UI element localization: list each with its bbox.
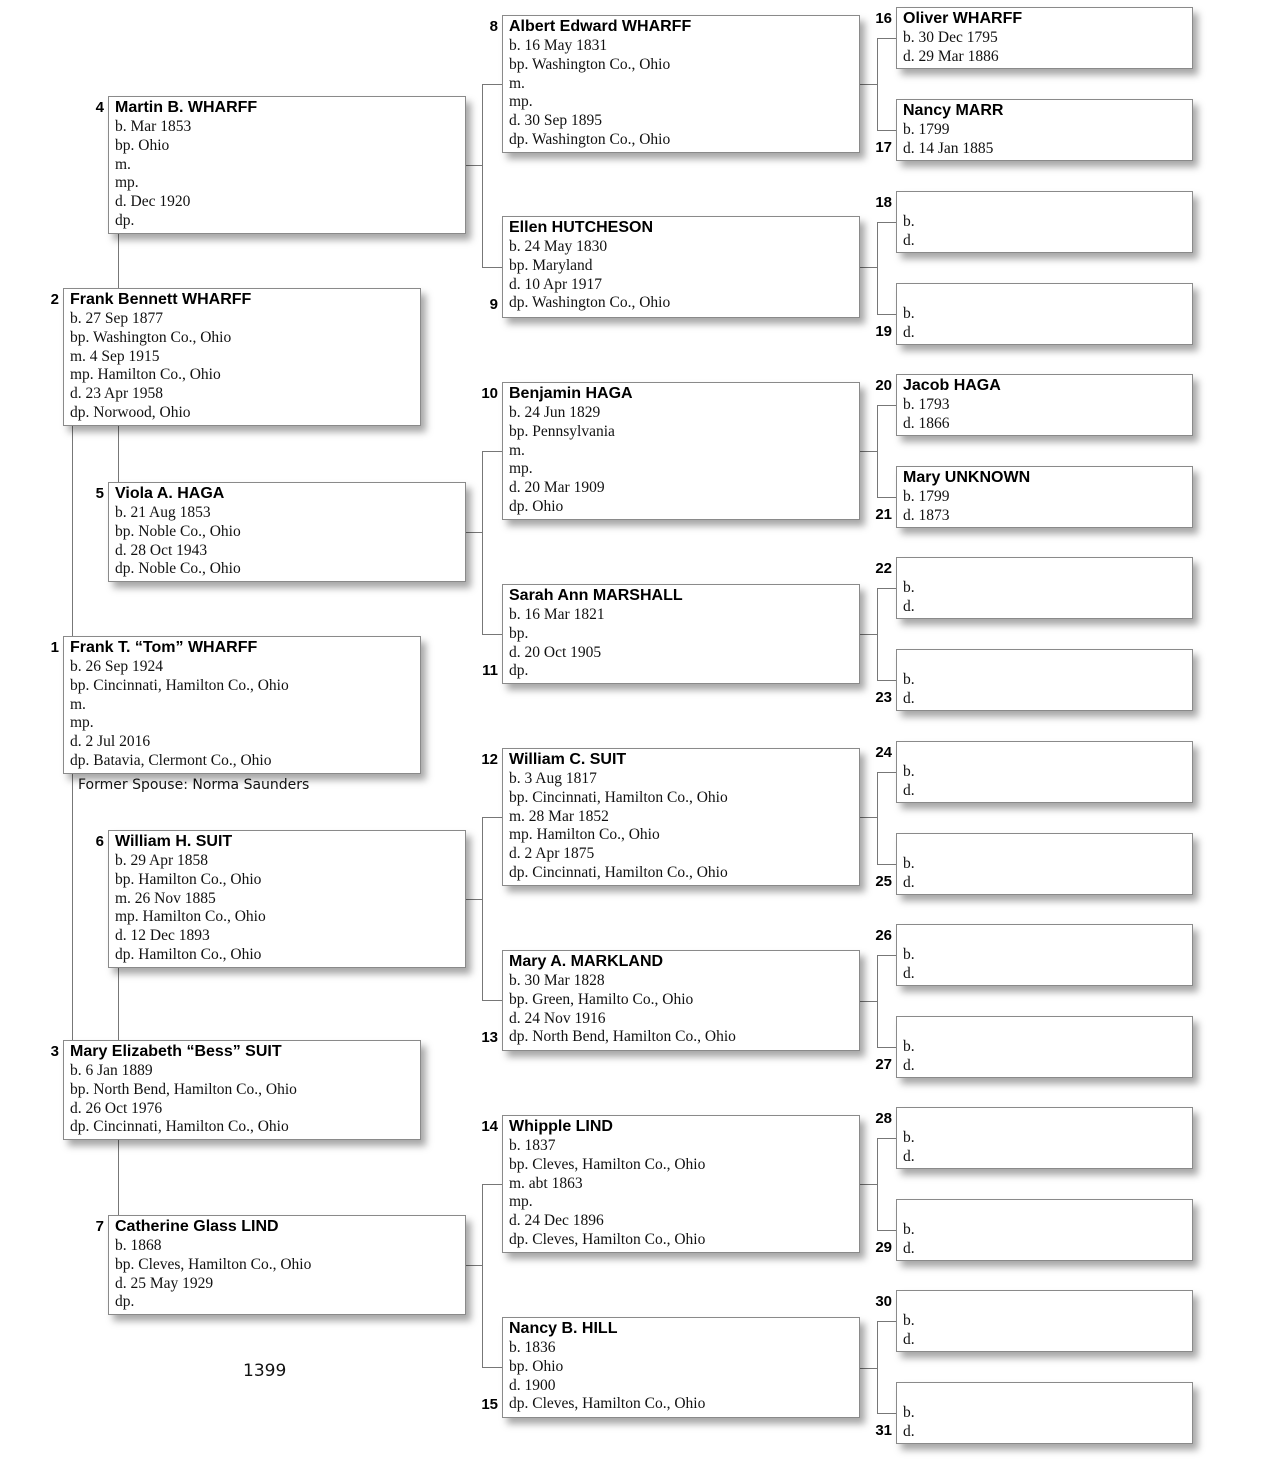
connector-line xyxy=(860,634,877,635)
person-detail: d. xyxy=(903,873,915,891)
person-detail: bp. Pennsylvania xyxy=(509,422,615,440)
connector-line xyxy=(877,38,878,130)
person-name xyxy=(903,1292,1192,1312)
person-detail: dp. Ohio xyxy=(509,497,564,515)
person-detail: d. xyxy=(903,1330,915,1348)
person-detail: dp. Cincinnati, Hamilton Co., Ohio xyxy=(509,863,728,881)
person-detail: b. 21 Aug 1853 xyxy=(115,504,211,521)
person-detail: m. 4 Sep 1915 xyxy=(70,347,160,365)
ancestor-number: 24 xyxy=(875,744,892,761)
person-detail: d. 1873 xyxy=(903,506,950,524)
connector-line xyxy=(482,634,502,635)
connector-line xyxy=(860,84,877,85)
person-detail: d. 26 Oct 1976 xyxy=(70,1099,163,1117)
person-detail: mp. Hamilton Co., Ohio xyxy=(115,908,266,926)
person-detail: mp. xyxy=(509,460,533,478)
person-detail: m. xyxy=(70,695,86,713)
person-detail: d. xyxy=(903,1147,915,1165)
person-name: Frank Bennett WHARFF xyxy=(70,291,252,308)
person-name: Jacob HAGA xyxy=(903,377,1001,394)
person-box[interactable] xyxy=(108,96,466,234)
connector-line xyxy=(877,680,897,681)
ancestor-number: 13 xyxy=(481,1029,498,1046)
person-box[interactable] xyxy=(502,950,860,1051)
person-box[interactable] xyxy=(896,649,1193,711)
person-detail: b. 29 Apr 1858 xyxy=(115,852,208,869)
person-name xyxy=(903,1109,1192,1129)
person-detail: d. 20 Mar 1909 xyxy=(509,479,605,497)
person-detail: b. Mar 1853 xyxy=(115,118,192,135)
ancestor-number: 7 xyxy=(95,1218,104,1235)
person-detail: d. xyxy=(903,689,915,707)
person-name xyxy=(903,193,1192,213)
ancestor-number: 26 xyxy=(875,927,892,944)
page-number: 1399 xyxy=(243,1361,287,1381)
ancestor-number: 22 xyxy=(875,560,892,577)
connector-line xyxy=(877,1138,897,1139)
person-name: Martin B. WHARFF xyxy=(115,99,258,116)
person-detail: b. 30 Mar 1828 xyxy=(509,972,605,989)
connector-line xyxy=(877,588,878,680)
person-detail: d. 24 Nov 1916 xyxy=(509,1009,606,1027)
person-detail: b. 1799 xyxy=(903,121,950,138)
person-detail: b. 27 Sep 1877 xyxy=(70,310,163,327)
person-name: Mary A. MARKLAND xyxy=(509,953,664,970)
person-detail: dp. xyxy=(509,662,529,680)
person-detail: bp. Cincinnati, Hamilton Co., Ohio xyxy=(70,676,289,694)
person-detail: b. 26 Sep 1924 xyxy=(70,658,163,675)
person-detail: b. xyxy=(903,1404,915,1421)
person-box[interactable] xyxy=(63,636,421,774)
connector-line xyxy=(877,38,897,39)
person-detail: b. 16 Mar 1821 xyxy=(509,606,605,623)
person-detail: d. xyxy=(903,1056,915,1074)
person-detail: d. 1900 xyxy=(509,1376,556,1394)
person-detail: b. xyxy=(903,1221,915,1238)
connector-line xyxy=(877,405,878,497)
person-detail: d. 2 Apr 1875 xyxy=(509,845,595,863)
person-detail: bp. Noble Co., Ohio xyxy=(115,522,241,540)
person-box[interactable] xyxy=(896,374,1193,436)
person-detail: bp. xyxy=(509,624,529,642)
person-box[interactable] xyxy=(108,1215,466,1315)
connector-line xyxy=(482,817,483,1000)
ancestor-number: 21 xyxy=(875,506,892,523)
connector-line xyxy=(72,774,73,1040)
person-box[interactable] xyxy=(502,382,860,520)
ancestor-number: 17 xyxy=(875,139,892,156)
person-detail: d. 2 Jul 2016 xyxy=(70,733,151,751)
connector-line xyxy=(860,1001,877,1002)
person-box[interactable] xyxy=(502,748,860,886)
connector-line xyxy=(482,1184,502,1185)
connector-line xyxy=(860,451,877,452)
person-name xyxy=(903,1018,1192,1038)
person-box[interactable] xyxy=(502,1317,860,1418)
person-detail: m. xyxy=(115,155,131,173)
person-detail: d. 1866 xyxy=(903,414,950,432)
connector-line xyxy=(118,234,119,288)
person-box[interactable] xyxy=(502,216,860,318)
person-detail: b. xyxy=(903,1312,915,1329)
person-detail: mp. xyxy=(509,93,533,111)
connector-line xyxy=(877,1413,897,1414)
person-box[interactable] xyxy=(896,741,1193,803)
person-name: William H. SUIT xyxy=(115,833,233,850)
person-detail: b. 16 May 1831 xyxy=(509,37,608,54)
connector-line xyxy=(877,222,878,314)
connector-line xyxy=(482,451,502,452)
person-detail: b. 6 Jan 1889 xyxy=(70,1062,153,1079)
ancestor-number: 25 xyxy=(875,873,892,890)
person-name xyxy=(903,559,1192,579)
person-box[interactable] xyxy=(896,283,1193,345)
ancestor-number: 5 xyxy=(95,485,104,502)
ancestor-number: 20 xyxy=(875,377,892,394)
connector-line xyxy=(877,772,897,773)
ancestor-number: 23 xyxy=(875,689,892,706)
person-detail: b. xyxy=(903,1129,915,1146)
person-name: Albert Edward WHARFF xyxy=(509,18,692,35)
ancestor-number: 8 xyxy=(489,18,498,35)
person-box[interactable] xyxy=(896,466,1193,528)
person-name: Whipple LIND xyxy=(509,1118,613,1135)
person-detail: b. xyxy=(903,213,915,230)
connector-line xyxy=(860,1184,877,1185)
connector-line xyxy=(482,1184,483,1367)
person-detail: b. xyxy=(903,763,915,780)
person-detail: b. 1868 xyxy=(115,1237,162,1254)
connector-line xyxy=(877,1047,897,1048)
connector-line xyxy=(877,497,897,498)
person-box[interactable] xyxy=(896,99,1193,161)
ancestor-number: 31 xyxy=(875,1422,892,1439)
person-detail: d. 12 Dec 1893 xyxy=(115,927,210,945)
connector-line xyxy=(482,84,502,85)
person-box[interactable] xyxy=(502,15,860,153)
connector-line xyxy=(877,1138,878,1230)
person-detail: bp. Ohio xyxy=(509,1357,564,1375)
person-detail: bp. Maryland xyxy=(509,256,593,274)
person-detail: bp. Ohio xyxy=(115,136,170,154)
person-detail: b. 24 May 1830 xyxy=(509,238,608,255)
ancestor-number: 15 xyxy=(481,1396,498,1413)
person-detail: b. xyxy=(903,579,915,596)
person-detail: d. xyxy=(903,597,915,615)
person-detail: bp. Cincinnati, Hamilton Co., Ohio xyxy=(509,788,728,806)
connector-line xyxy=(466,165,482,166)
person-detail: d. 14 Jan 1885 xyxy=(903,139,994,157)
person-box[interactable] xyxy=(108,830,466,968)
person-name: Nancy MARR xyxy=(903,102,1004,119)
ancestor-number: 27 xyxy=(875,1056,892,1073)
person-box[interactable] xyxy=(896,1199,1193,1261)
ancestor-number: 2 xyxy=(50,291,59,308)
person-detail: dp. Cleves, Hamilton Co., Ohio xyxy=(509,1395,706,1413)
person-name: Viola A. HAGA xyxy=(115,485,225,502)
person-detail: dp. Cleves, Hamilton Co., Ohio xyxy=(509,1230,706,1248)
connector-line xyxy=(482,1000,502,1001)
person-name: Oliver WHARFF xyxy=(903,10,1023,27)
connector-line xyxy=(482,267,502,268)
person-detail: dp. xyxy=(115,1293,135,1311)
person-detail: b. xyxy=(903,1038,915,1055)
person-name: Mary UNKNOWN xyxy=(903,469,1031,486)
person-detail: m. 28 Mar 1852 xyxy=(509,807,609,825)
person-detail: m. xyxy=(509,441,525,459)
person-detail: d. xyxy=(903,781,915,799)
connector-line xyxy=(466,899,482,900)
person-name: Benjamin HAGA xyxy=(509,385,633,402)
person-name: William C. SUIT xyxy=(509,751,627,768)
ancestor-number: 9 xyxy=(489,296,498,313)
ancestor-number: 19 xyxy=(875,323,892,340)
person-box[interactable] xyxy=(63,1040,421,1140)
person-box[interactable] xyxy=(896,924,1193,986)
connector-line xyxy=(466,532,482,533)
person-box[interactable] xyxy=(896,557,1193,619)
person-detail: dp. Noble Co., Ohio xyxy=(115,560,241,578)
connector-line xyxy=(877,588,897,589)
connector-line xyxy=(118,968,119,1040)
person-detail: b. 1836 xyxy=(509,1339,556,1356)
person-name: Sarah Ann MARSHALL xyxy=(509,587,683,604)
person-detail: b. 1837 xyxy=(509,1137,556,1154)
ancestor-number: 14 xyxy=(481,1118,498,1135)
ancestor-number: 30 xyxy=(875,1293,892,1310)
person-name xyxy=(903,743,1192,763)
person-name: Mary Elizabeth “Bess” SUIT xyxy=(70,1043,282,1060)
person-box[interactable] xyxy=(502,1115,860,1253)
person-detail: d. xyxy=(903,323,915,341)
person-detail: bp. Cleves, Hamilton Co., Ohio xyxy=(115,1255,312,1273)
connector-line xyxy=(482,451,483,634)
person-detail: bp. Washington Co., Ohio xyxy=(70,328,232,346)
person-name xyxy=(903,1201,1192,1221)
connector-line xyxy=(860,1368,877,1369)
connector-line xyxy=(877,1321,897,1322)
person-detail: dp. xyxy=(115,211,135,229)
person-box[interactable] xyxy=(896,833,1193,895)
connector-line xyxy=(118,426,119,482)
person-box[interactable] xyxy=(896,1016,1193,1078)
connector-line xyxy=(877,772,878,864)
former-spouse-note: Former Spouse: Norma Saunders xyxy=(78,777,310,793)
person-name: Ellen HUTCHESON xyxy=(509,219,654,236)
person-detail: bp. Cleves, Hamilton Co., Ohio xyxy=(509,1155,706,1173)
person-detail: bp. Green, Hamilto Co., Ohio xyxy=(509,990,694,1008)
person-detail: d. 30 Sep 1895 xyxy=(509,112,602,130)
person-detail: dp. Washington Co., Ohio xyxy=(509,294,671,312)
person-detail: dp. North Bend, Hamilton Co., Ohio xyxy=(509,1028,736,1046)
person-detail: d. 28 Oct 1943 xyxy=(115,541,208,559)
connector-line xyxy=(72,426,73,636)
person-detail: d. 10 Apr 1917 xyxy=(509,275,602,293)
person-detail: b. 3 Aug 1817 xyxy=(509,770,597,787)
person-detail: b. xyxy=(903,855,915,872)
person-detail: m. 26 Nov 1885 xyxy=(115,889,216,907)
person-detail: dp. Cincinnati, Hamilton Co., Ohio xyxy=(70,1118,289,1136)
connector-line xyxy=(877,314,897,315)
person-detail: d. 29 Mar 1886 xyxy=(903,47,999,65)
person-detail: bp. North Bend, Hamilton Co., Ohio xyxy=(70,1080,297,1098)
ancestor-number: 6 xyxy=(95,833,104,850)
connector-line xyxy=(482,1367,502,1368)
person-detail: b. xyxy=(903,946,915,963)
person-detail: d. xyxy=(903,964,915,982)
person-detail: dp. Batavia, Clermont Co., Ohio xyxy=(70,751,272,769)
person-detail: d. xyxy=(903,1239,915,1257)
connector-line xyxy=(118,1140,119,1215)
person-name xyxy=(903,926,1192,946)
person-detail: d. 20 Oct 1905 xyxy=(509,643,602,661)
person-name: Catherine Glass LIND xyxy=(115,1218,279,1235)
person-detail: bp. Hamilton Co., Ohio xyxy=(115,870,262,888)
connector-line xyxy=(877,864,897,865)
connector-line xyxy=(877,405,897,406)
connector-line xyxy=(860,267,877,268)
connector-line xyxy=(877,1230,897,1231)
connector-line xyxy=(877,1321,878,1413)
person-detail: d. Dec 1920 xyxy=(115,193,191,211)
person-detail: d. 24 Dec 1896 xyxy=(509,1212,604,1230)
person-name xyxy=(903,1384,1192,1404)
person-detail: b. 24 Jun 1829 xyxy=(509,404,601,421)
person-box[interactable] xyxy=(896,191,1193,253)
connector-line xyxy=(466,1265,482,1266)
person-detail: dp. Washington Co., Ohio xyxy=(509,130,671,148)
person-name xyxy=(903,651,1192,671)
connector-line xyxy=(877,222,897,223)
person-detail: d. 25 May 1929 xyxy=(115,1274,214,1292)
person-name xyxy=(903,835,1192,855)
person-box[interactable] xyxy=(896,1382,1193,1444)
ancestor-number: 28 xyxy=(875,1110,892,1127)
person-detail: mp. xyxy=(509,1193,533,1211)
person-box[interactable] xyxy=(502,584,860,684)
person-detail: mp. Hamilton Co., Ohio xyxy=(509,826,660,844)
connector-line xyxy=(482,84,483,267)
person-box[interactable] xyxy=(108,482,466,582)
connector-line xyxy=(860,817,877,818)
person-detail: dp. Hamilton Co., Ohio xyxy=(115,945,262,963)
ancestor-number: 10 xyxy=(481,385,498,402)
person-name: Nancy B. HILL xyxy=(509,1320,618,1337)
person-detail: d. xyxy=(903,231,915,249)
person-box[interactable] xyxy=(896,1107,1193,1169)
person-detail: mp. xyxy=(70,714,94,732)
connector-line xyxy=(877,955,897,956)
ancestor-number: 12 xyxy=(481,751,498,768)
person-detail: d. xyxy=(903,1422,915,1440)
person-detail: mp. xyxy=(115,174,139,192)
ancestor-number: 11 xyxy=(482,662,498,679)
person-name: Frank T. “Tom” WHARFF xyxy=(70,639,258,656)
connector-line xyxy=(482,817,502,818)
person-box[interactable] xyxy=(896,1290,1193,1352)
person-detail: d. 23 Apr 1958 xyxy=(70,385,163,403)
ancestor-number: 29 xyxy=(875,1239,892,1256)
connector-line xyxy=(877,130,897,131)
ancestor-number: 3 xyxy=(50,1043,59,1060)
person-detail: b. 1793 xyxy=(903,396,950,413)
person-detail: b. xyxy=(903,671,915,688)
person-detail: dp. Norwood, Ohio xyxy=(70,403,191,421)
ancestor-number: 18 xyxy=(875,194,892,211)
person-detail: b. 30 Dec 1795 xyxy=(903,29,998,46)
person-detail: b. 1799 xyxy=(903,488,950,505)
person-box[interactable] xyxy=(896,7,1193,69)
person-detail: m. abt 1863 xyxy=(509,1174,583,1192)
person-detail: m. xyxy=(509,74,525,92)
connector-line xyxy=(877,955,878,1047)
person-box[interactable] xyxy=(63,288,421,426)
person-detail: b. xyxy=(903,305,915,322)
ancestor-number: 4 xyxy=(95,99,104,116)
person-detail: mp. Hamilton Co., Ohio xyxy=(70,366,221,384)
person-name xyxy=(903,285,1192,305)
ancestor-number: 1 xyxy=(50,639,59,656)
ancestor-number: 16 xyxy=(875,10,892,27)
person-detail: bp. Washington Co., Ohio xyxy=(509,55,671,73)
